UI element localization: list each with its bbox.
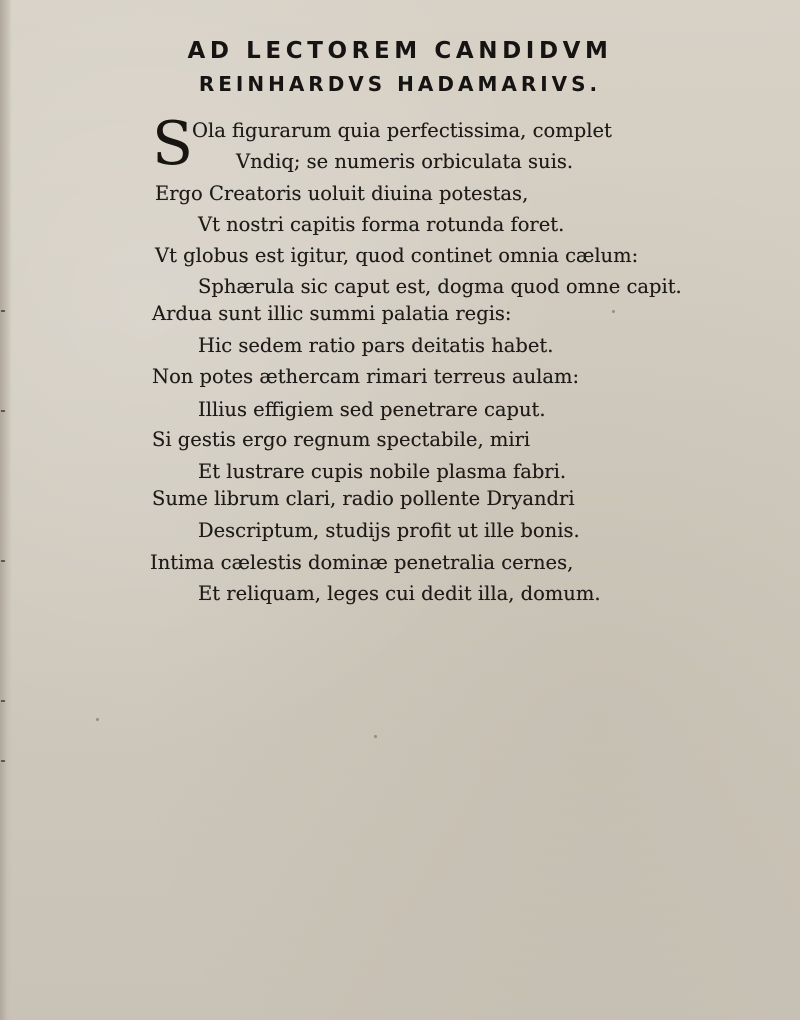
poem-line: Ergo Creatoris uoluit diuina potestas,: [155, 182, 529, 205]
poem-line: Intima cælestis dominæ penetralia cernes,: [150, 551, 574, 574]
poem-line: Descriptum, studijs profit ut ille bonis.: [198, 519, 580, 542]
poem-line: Ardua sunt illic summi palatia regis:: [152, 302, 512, 325]
heading-line-1: AD LECTOREM CANDIDVM: [187, 38, 613, 64]
poem-line-1: Ola figurarum quia perfectissima, complet: [192, 119, 612, 142]
poem-line: Et lustrare cupis nobile plasma fabri.: [198, 460, 567, 483]
poem-line: Non potes æthercam rimari terreus aulam:: [152, 365, 580, 388]
poem-line: Illius effigiem sed penetrare caput.: [198, 398, 546, 421]
poem-line: Si gestis ergo regnum spectabile, miri: [152, 428, 531, 451]
poem-line: Sume librum clari, radio pollente Dryandri: [152, 487, 575, 510]
poem-line: Et reliquam, leges cui dedit illa, domum.: [198, 582, 601, 605]
poem-line: Vt nostri capitis forma rotunda foret.: [198, 213, 565, 236]
drop-cap: S: [152, 109, 194, 179]
poem-line: Vt globus est igitur, quod continet omnia cælum:: [155, 244, 639, 267]
poem-line: Vndiq; se numeris orbiculata suis.: [236, 150, 574, 173]
poem-line: Sphærula sic caput est, dogma quod omne capit.: [198, 275, 682, 298]
poem-line: Hic sedem ratio pars deitatis habet.: [198, 334, 554, 357]
heading-line-2: REINHARDVS HADAMARIVS.: [198, 72, 602, 96]
